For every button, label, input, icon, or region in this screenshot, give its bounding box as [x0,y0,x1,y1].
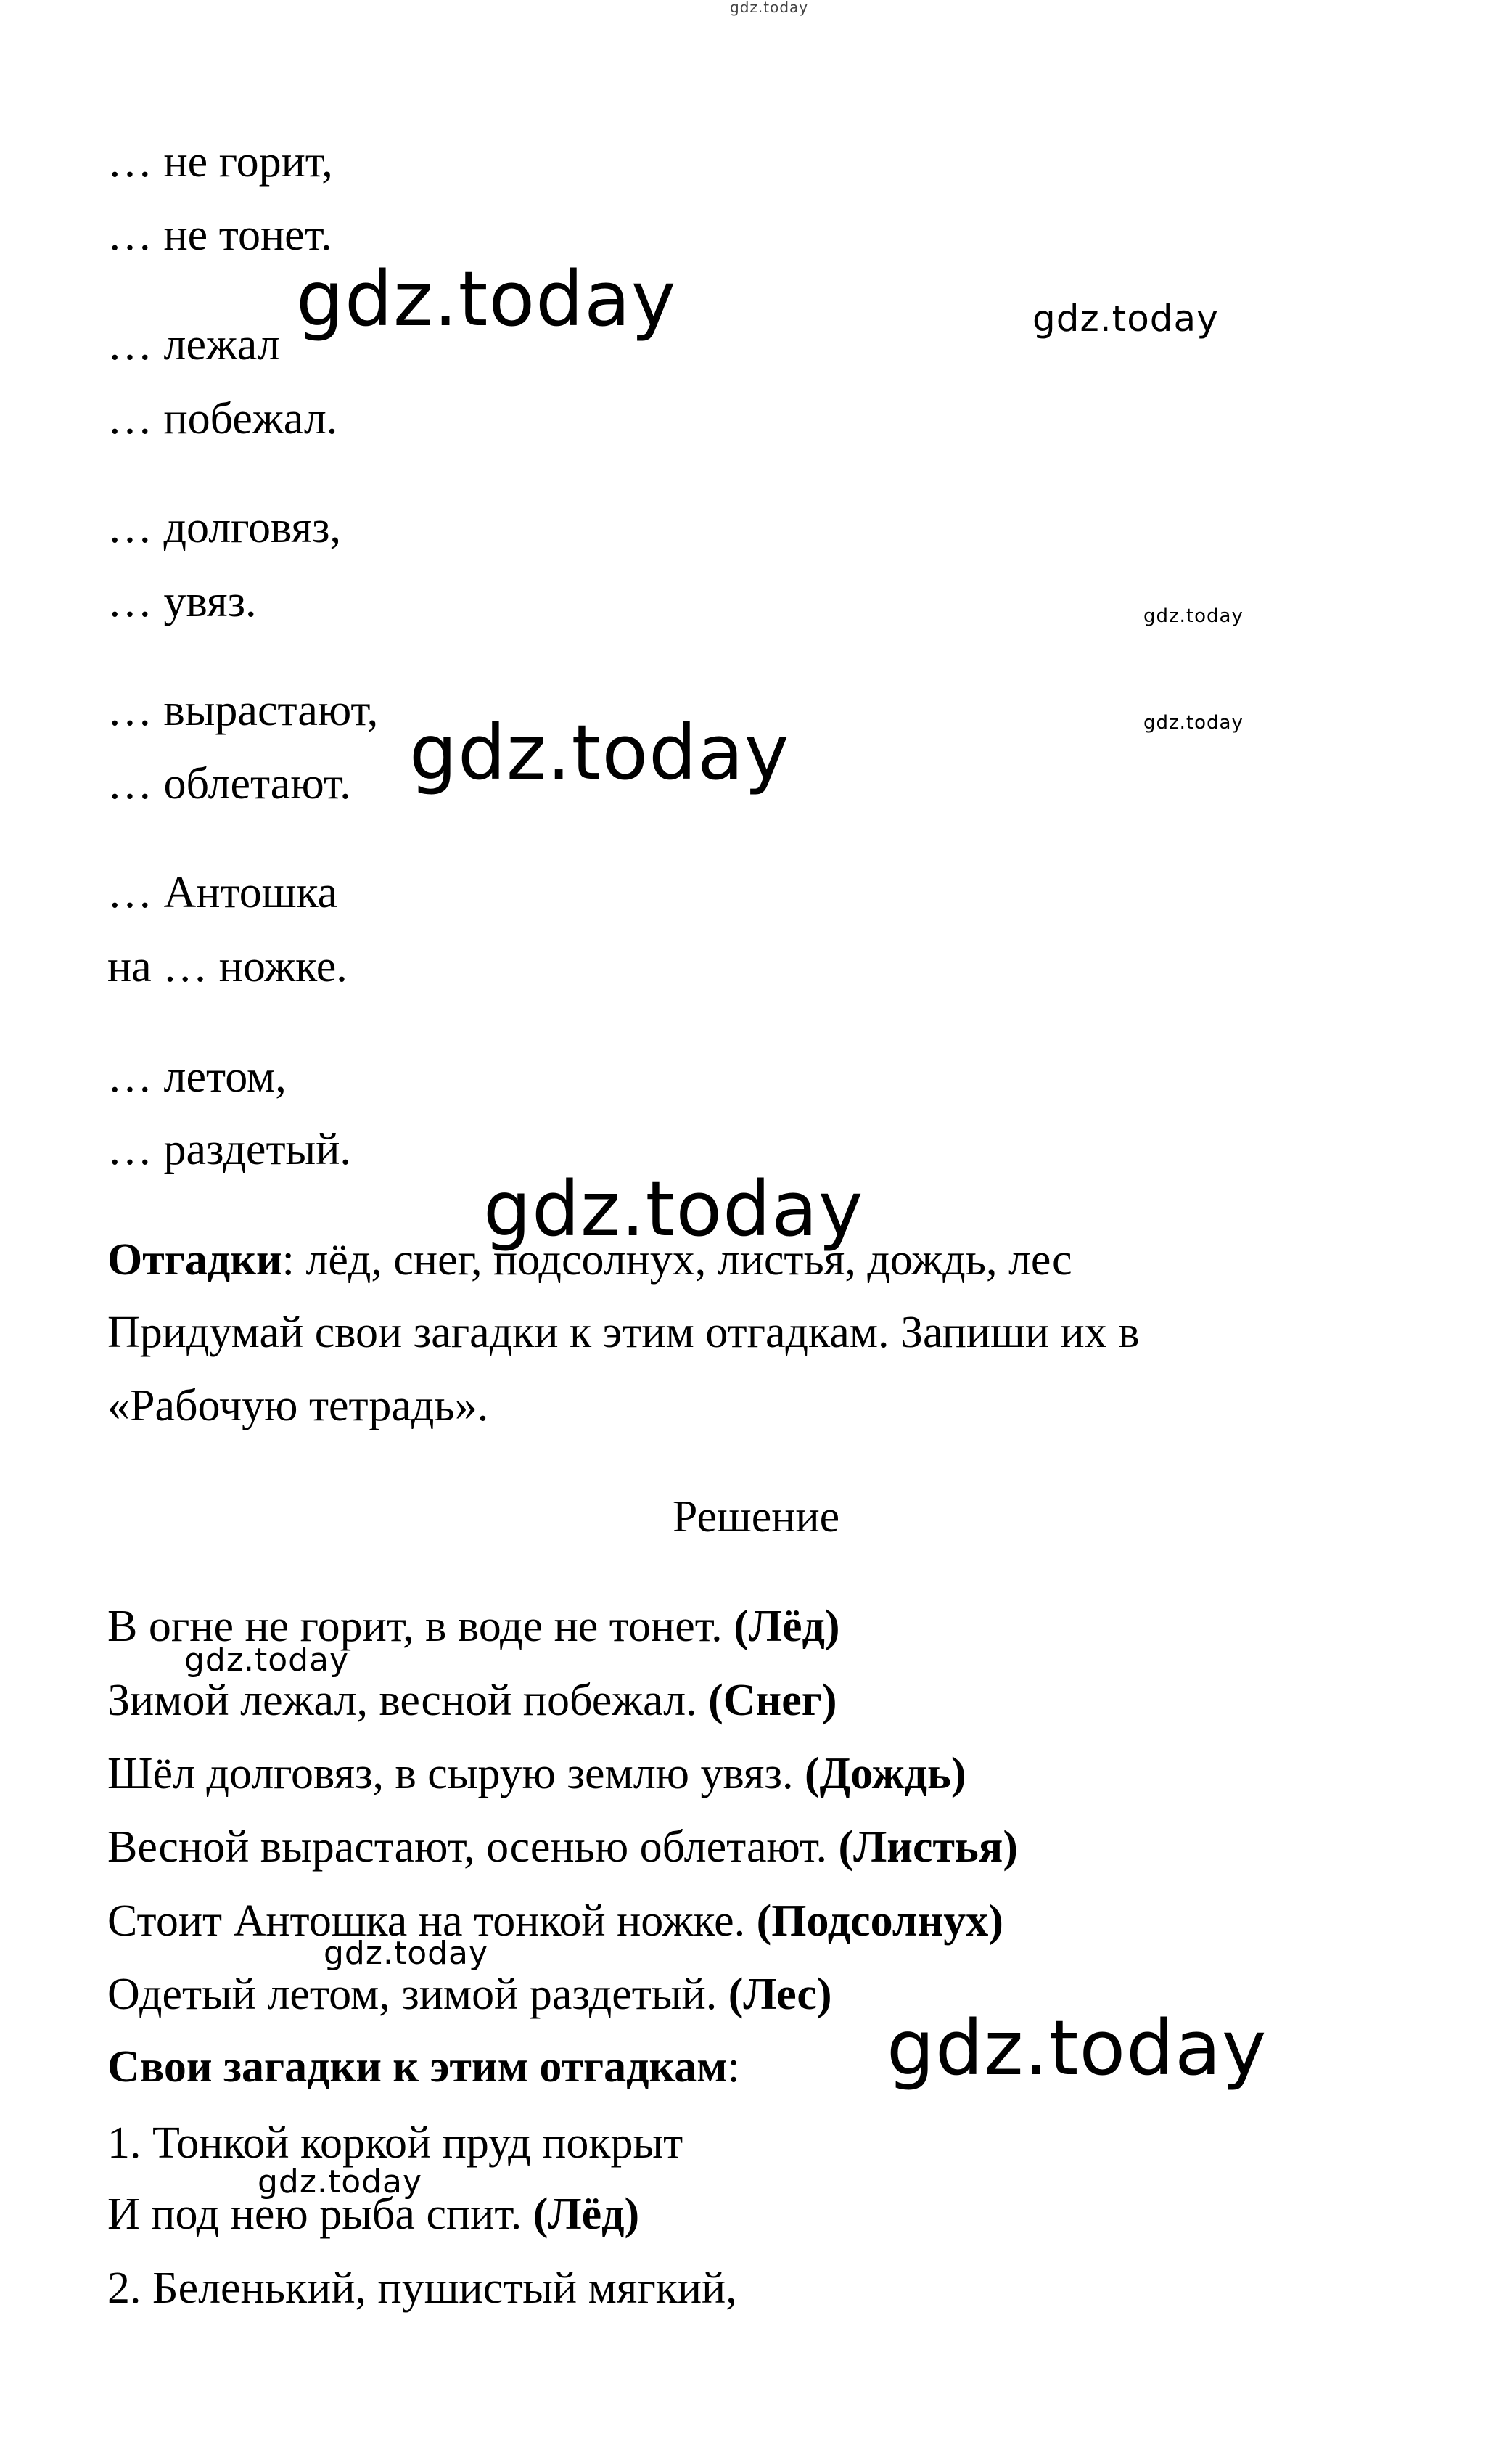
solution-text: Зимой лежал, весной побежал. [107,1676,709,1725]
solution-answer: (Снег) [708,1676,837,1725]
solution-line-6 [107,1972,832,2017]
answers-text: : лёд, снег, подсолнух, листья, дождь, лес [282,1235,1072,1285]
task-line-2: «Рабочую тетрадь». [107,1381,489,1430]
own-riddles-heading [107,2042,740,2092]
solution-line-5 [107,1896,1003,1946]
watermark: gdz.today [409,708,790,797]
riddle-5-line-2: на … ножке. [107,942,348,991]
watermark: gdz.today [1032,298,1219,340]
riddle-3-line-2: … увяз. [107,577,257,626]
watermark: gdz.today [324,1935,489,1972]
riddle-1-line-2: … не тонет. [107,210,332,260]
riddle-6-line-2: … раздетый. [107,1125,351,1174]
riddle-6-line-1: … летом, [107,1052,287,1102]
riddle-3-line-1: … долговяз, [107,503,342,552]
riddle-2-line-2: … побежал. [107,394,338,443]
solution-text: Одетый летом, зимой раздетый. [107,1970,728,2019]
solution-answer: (Дождь) [804,1749,966,1798]
solution-line-2 [107,1678,837,1723]
own-riddles-label: Свои загадки к этим отгадкам [107,2042,728,2092]
solution-answer: (Лёд) [734,1602,840,1651]
solution-text: Шёл долговяз, в сырую землю увяз. [107,1749,805,1798]
watermark: gdz.today [483,1165,864,1253]
riddle-2-line-1: … лежал [107,320,280,369]
answers-label: Отгадки [107,1235,282,1285]
solution-text: Весной вырастают, осенью облетают. [107,1822,839,1872]
task-line-1: Придумай свои загадки к этим отгадкам. Запиши их в [107,1308,1140,1357]
solution-heading: Решение [672,1492,840,1541]
own-riddles-colon: : [727,2042,740,2092]
own-riddle-2-line-1: 2. Беленький, пушистый мягкий, [107,2264,737,2313]
own-riddle-text: И под нею рыба спит. [107,2190,533,2239]
solution-line-3 [107,1751,966,1796]
watermark: gdz.today [184,1642,350,1679]
riddle-4-line-1: … вырастают, [107,686,379,735]
solution-answer: (Листья) [838,1822,1018,1872]
riddle-4-line-2: … облетают. [107,759,351,808]
watermark: gdz.today [296,255,677,343]
solution-line-4 [107,1822,1018,1872]
solution-text: В огне не горит, в воде не тонет. [107,1602,734,1651]
watermark: gdz.today [1143,712,1244,734]
watermark: gdz.today [1143,605,1244,627]
solution-answer: (Лес) [728,1970,832,2019]
watermark: gdz.today [887,2004,1267,2092]
riddle-1-line-1: … не горит, [107,137,333,187]
solution-answer: (Подсолнух) [756,1896,1003,1946]
solution-text: Стоит Антошка на тонкой ножке. [107,1896,757,1946]
riddle-5-line-1: … Антошка [107,868,338,917]
own-riddle-answer: (Лёд) [533,2190,640,2239]
watermark: gdz.today [730,0,809,16]
watermark: gdz.today [258,2163,423,2200]
own-riddle-1-line-1: 1. Тонкой коркой пруд покрыт [107,2118,683,2168]
